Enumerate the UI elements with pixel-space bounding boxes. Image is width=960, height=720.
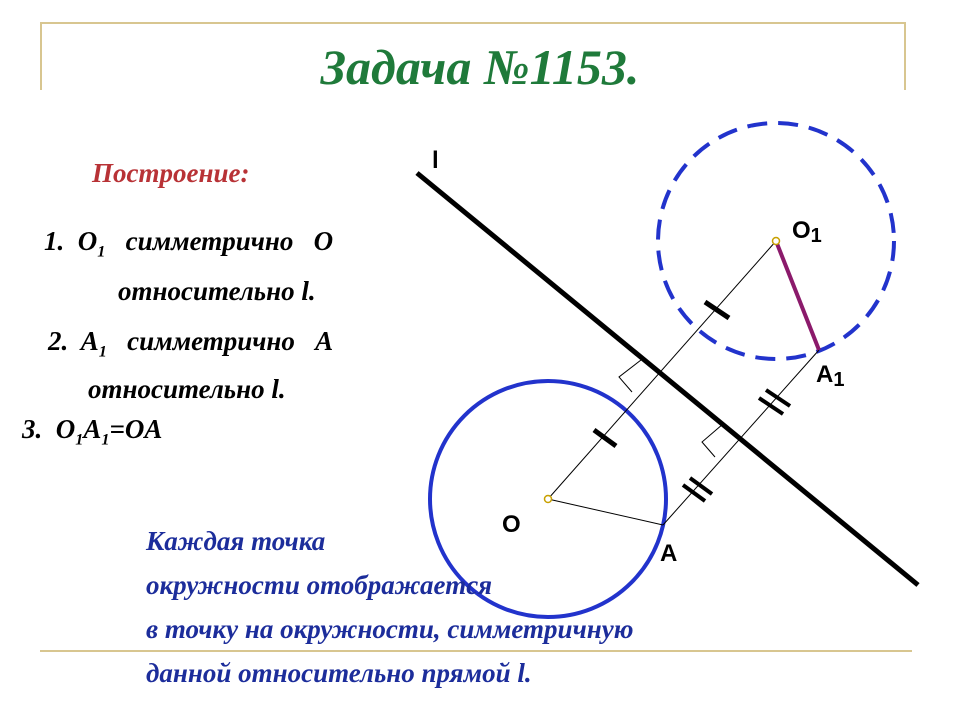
- segment-A-A1: [663, 350, 819, 525]
- label-point-A: A: [660, 540, 678, 567]
- label-A1-subscript: 1: [833, 369, 845, 391]
- step-1-point-subscript: 1: [97, 242, 106, 261]
- step-2-line-2: относительно l.: [88, 374, 286, 404]
- conclusion-line-2: окружности отображается: [146, 570, 493, 600]
- step-1-word: симметрично: [125, 226, 294, 256]
- construction-heading: Построение:: [92, 158, 250, 188]
- step-3-point-2-subscript: 1: [101, 430, 110, 449]
- step-3-point-1: O: [55, 414, 76, 444]
- tick-O1-side: [705, 302, 729, 318]
- step-2-number: 2.: [48, 326, 69, 356]
- segment-O-O1: [548, 241, 776, 499]
- step-1-point: O: [77, 226, 98, 256]
- radius-O1A1: [776, 241, 819, 350]
- step-1-number: 1.: [44, 226, 65, 256]
- label-O1-subscript: 1: [810, 225, 822, 247]
- label-point-O: O: [502, 511, 521, 538]
- label-point-A1: [816, 361, 844, 391]
- step-2-word: симметрично: [127, 326, 295, 356]
- point-O: [545, 496, 552, 503]
- slide-title: Задача №1153.: [320, 39, 640, 95]
- radius-OA: [548, 499, 663, 525]
- step-2-point: A: [80, 326, 99, 356]
- step-2-point-subscript: 1: [98, 342, 107, 361]
- step-3-point-1-subscript: 1: [75, 430, 84, 449]
- conclusion-line-1: Каждая точка: [146, 526, 326, 556]
- point-O1: [773, 238, 780, 245]
- conclusion-line-4: данной относительно прямой l.: [146, 658, 532, 688]
- conclusion-line-3: в точку на окружности, симметричную: [146, 614, 634, 644]
- label-A1-base: A: [816, 361, 834, 388]
- step-3-point-2: A: [83, 414, 102, 444]
- step-1-target: O: [313, 226, 334, 256]
- step-3-number: 3.: [22, 414, 43, 444]
- right-angle-mark-2: [702, 424, 723, 457]
- step-2-target: A: [315, 326, 334, 356]
- right-angle-mark-1: [619, 360, 641, 392]
- label-O1-base: O: [792, 217, 811, 244]
- step-3-equality: =OA: [109, 414, 163, 444]
- step-1-line-2: относительно l.: [118, 276, 316, 306]
- label-line-l: l: [432, 147, 439, 174]
- label-point-O1: [792, 217, 822, 247]
